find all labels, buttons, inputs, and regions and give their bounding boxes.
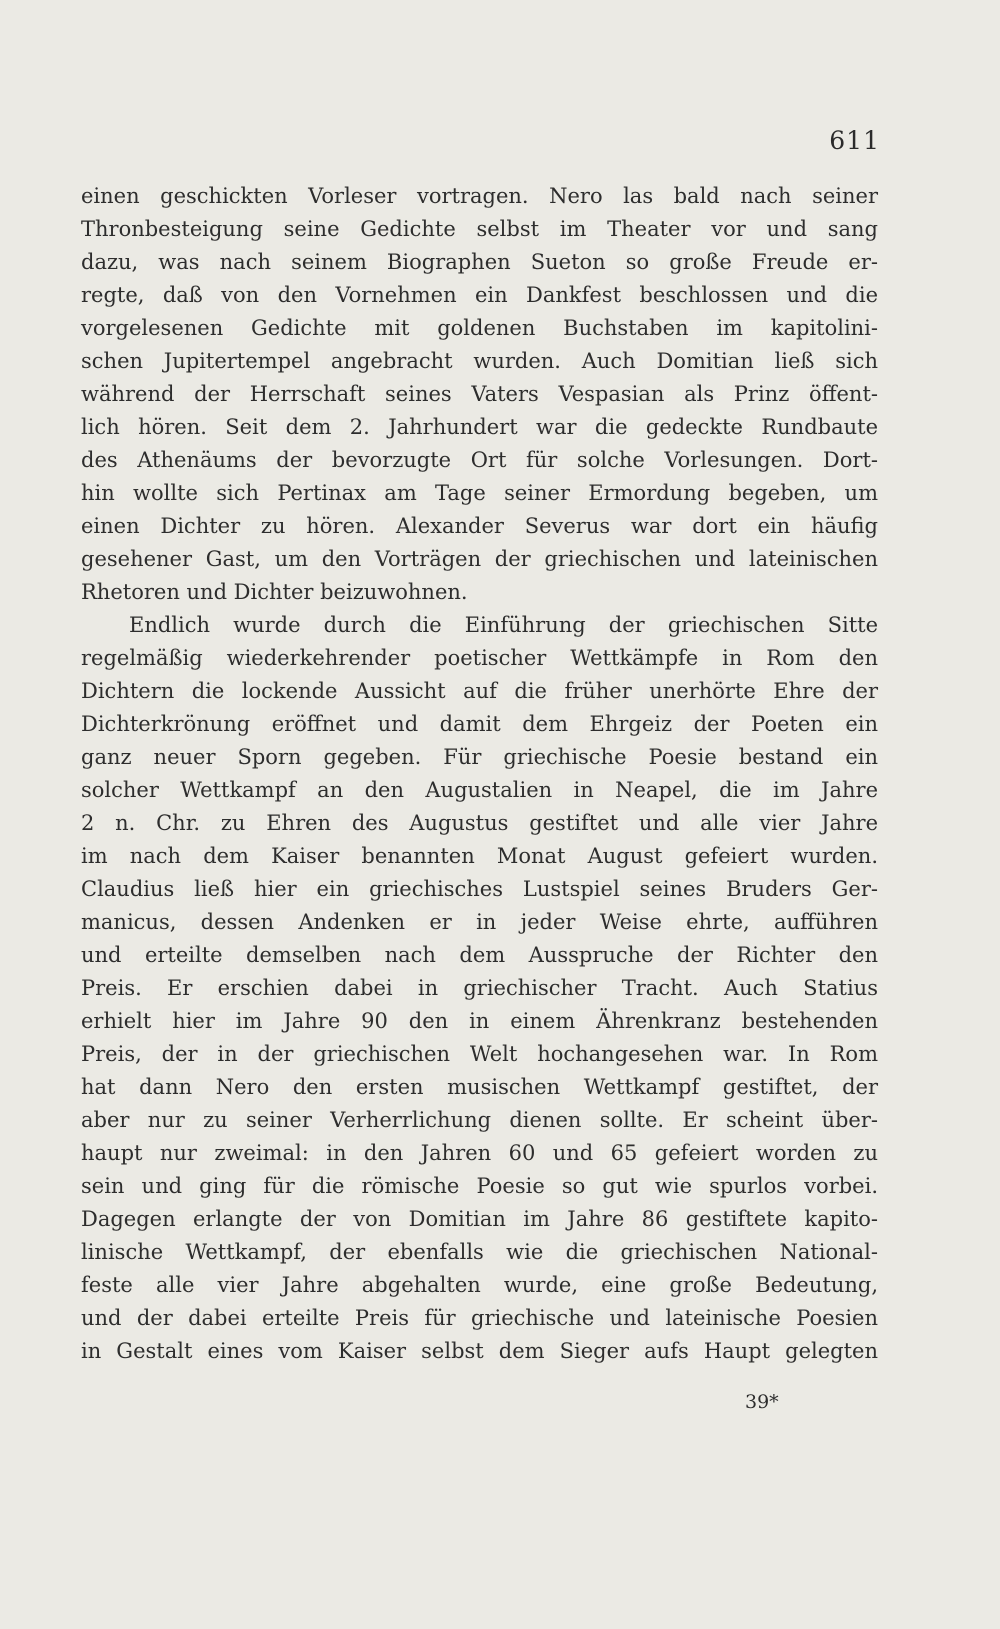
text-line: Dichtern die lockende Aussicht auf die früher unerhörte Ehre der bbox=[81, 679, 878, 703]
text-line: hin wollte sich Pertinax am Tage seiner Ermordung begeben, um bbox=[81, 481, 878, 505]
text-line: und der dabei erteilte Preis für griechische und lateinische Poesien bbox=[81, 1306, 878, 1330]
text-line: ganz neuer Sporn gegeben. Für griechische Poesie bestand ein bbox=[81, 745, 878, 769]
text-line: und erteilte demselben nach dem Ausspruche der Richter den bbox=[81, 943, 878, 967]
text-line: hat dann Nero den ersten musischen Wettkampf gestiftet, der bbox=[81, 1075, 878, 1099]
text-line: dazu, was nach seinem Biographen Sueton so große Freude er- bbox=[81, 250, 878, 274]
text-line: im nach dem Kaiser benannten Monat August gefeiert wurden. bbox=[81, 844, 878, 868]
text-line: erhielt hier im Jahre 90 den in einem Ährenkranz bestehenden bbox=[81, 1009, 878, 1033]
text-line: 2 n. Chr. zu Ehren des Augustus gestiftet und alle vier Jahre bbox=[81, 811, 878, 835]
text-line: Dagegen erlangte der von Domitian im Jahre 86 gestiftete kapito- bbox=[81, 1207, 878, 1231]
text-line: regte, daß von den Vornehmen ein Dankfest beschlossen und die bbox=[81, 283, 878, 307]
page-number: 611 bbox=[829, 126, 880, 155]
text-line: regelmäßig wiederkehrender poetischer Wettkämpfe in Rom den bbox=[81, 646, 878, 670]
text-line: vorgelesenen Gedichte mit goldenen Buchstaben im kapitolini- bbox=[81, 316, 878, 340]
text-line: Dichterkrönung eröffnet und damit dem Ehrgeiz der Poeten ein bbox=[81, 712, 878, 736]
text-line: manicus, dessen Andenken er in jeder Weise ehrte, aufführen bbox=[81, 910, 878, 934]
paragraph-end-line: Rhetoren und Dichter beizuwohnen. bbox=[81, 580, 468, 604]
text-line: feste alle vier Jahre abgehalten wurde, eine große Bedeutung, bbox=[81, 1273, 878, 1297]
text-line: lich hören. Seit dem 2. Jahrhundert war die gedeckte Rundbaute bbox=[81, 415, 878, 439]
text-line: Preis, der in der griechischen Welt hochangesehen war. In Rom bbox=[81, 1042, 878, 1066]
text-line: sein und ging für die römische Poesie so gut wie spurlos vorbei. bbox=[81, 1174, 878, 1198]
text-line: des Athenäums der bevorzugte Ort für solche Vorlesungen. Dort- bbox=[81, 448, 878, 472]
text-line: während der Herrschaft seines Vaters Vespasian als Prinz öffent- bbox=[81, 382, 878, 406]
text-line: linische Wettkampf, der ebenfalls wie die griechischen National- bbox=[81, 1240, 878, 1264]
text-line: Claudius ließ hier ein griechisches Lustspiel seines Bruders Ger- bbox=[81, 877, 878, 901]
text-line: haupt nur zweimal: in den Jahren 60 und 65 gefeiert worden zu bbox=[81, 1141, 878, 1165]
text-line: einen geschickten Vorleser vortragen. Nero las bald nach seiner bbox=[81, 184, 878, 208]
text-line: Preis. Er erschien dabei in griechischer Tracht. Auch Statius bbox=[81, 976, 878, 1000]
paragraph-start-line: Endlich wurde durch die Einführung der griechischen Sitte bbox=[129, 613, 878, 637]
text-line: in Gestalt eines vom Kaiser selbst dem Sieger aufs Haupt gelegten bbox=[81, 1339, 878, 1363]
text-line: einen Dichter zu hören. Alexander Severus war dort ein häufig bbox=[81, 514, 878, 538]
text-line: aber nur zu seiner Verherrlichung dienen sollte. Er scheint über- bbox=[81, 1108, 878, 1132]
text-line: solcher Wettkampf an den Augustalien in Neapel, die im Jahre bbox=[81, 778, 878, 802]
text-line: gesehener Gast, um den Vorträgen der griechischen und lateinischen bbox=[81, 547, 878, 571]
text-line: schen Jupitertempel angebracht wurden. Auch Domitian ließ sich bbox=[81, 349, 878, 373]
body-text bbox=[81, 180, 878, 1368]
signature-mark: 39* bbox=[745, 1391, 779, 1413]
text-line: Thronbesteigung seine Gedichte selbst im Theater vor und sang bbox=[81, 217, 878, 241]
